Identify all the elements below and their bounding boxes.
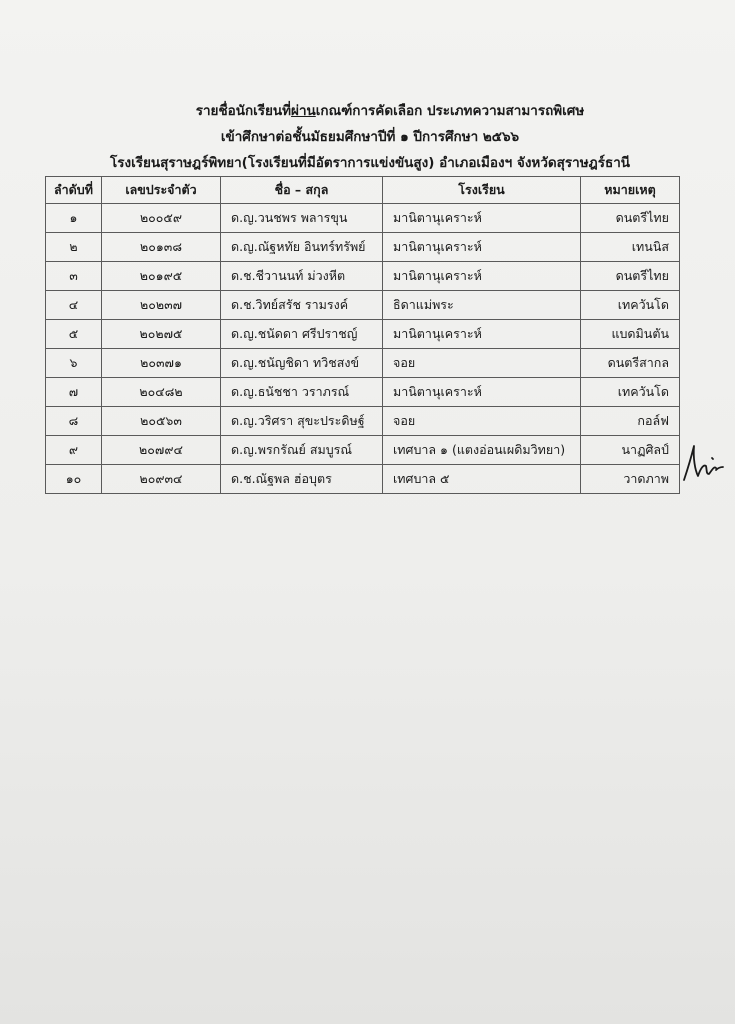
cell-name: ด.ญ.ชนัดดา ศรีปราชญ์ [221, 320, 383, 349]
cell-school: จอย [383, 349, 581, 378]
cell-school: จอย [383, 407, 581, 436]
handwritten-signature [676, 440, 726, 486]
cell-note: นาฏศิลป์ [581, 436, 680, 465]
cell-id: ๒๐๕๖๓ [102, 407, 221, 436]
header-school: โรงเรียน [383, 177, 581, 204]
heading-line-3: โรงเรียนสุราษฎร์พิทยา(โรงเรียนที่มีอัตราการแข่งขันสูง) อำเภอเมืองฯ จังหวัดสุราษฎร์ธานี [109, 155, 630, 171]
cell-id: ๒๐๐๕๙ [102, 204, 221, 233]
table-row [46, 349, 680, 378]
cell-id: ๒๐๔๘๒ [102, 378, 221, 407]
cell-no: ๖ [46, 349, 102, 378]
cell-school: มานิตานุเคราะห์ [383, 262, 581, 291]
header-name: ชื่อ – สกุล [221, 177, 383, 204]
cell-note: ดนตรีสากล [581, 349, 680, 378]
cell-id: ๒๐๙๓๔ [102, 465, 221, 494]
heading-line-1-underlined: ผ่าน [291, 103, 316, 119]
cell-id: ๒๐๑๙๕ [102, 262, 221, 291]
table-row [46, 204, 680, 233]
cell-name: ด.ญ.ชนัญชิดา ทวิชสงข์ [221, 349, 383, 378]
header-id: เลขประจำตัว [102, 177, 221, 204]
cell-no: ๒ [46, 233, 102, 262]
header-note: หมายเหตุ [581, 177, 680, 204]
cell-id: ๒๐๗๙๔ [102, 436, 221, 465]
cell-note: ดนตรีไทย [581, 204, 680, 233]
table-row [46, 436, 680, 465]
cell-school: มานิตานุเคราะห์ [383, 320, 581, 349]
cell-no: ๑ [46, 204, 102, 233]
table-row [46, 291, 680, 320]
cell-school: มานิตานุเคราะห์ [383, 233, 581, 262]
cell-no: ๕ [46, 320, 102, 349]
cell-note: เทควันโด [581, 291, 680, 320]
cell-note: กอล์ฟ [581, 407, 680, 436]
document-heading [60, 98, 680, 176]
cell-no: ๔ [46, 291, 102, 320]
heading-line-1-prefix: รายชื่อนักเรียนที่ [195, 103, 292, 119]
heading-line-1 [100, 98, 680, 124]
cell-name: ด.ช.วิทย์สรัช รามรงค์ [221, 291, 383, 320]
cell-note: ดนตรีไทย [581, 262, 680, 291]
cell-school: เทศบาล ๕ [383, 465, 581, 494]
cell-note: วาดภาพ [581, 465, 680, 494]
cell-name: ด.ญ.ธนัชชา วราภรณ์ [221, 378, 383, 407]
cell-name: ด.ญ.วนชพร พลารขุน [221, 204, 383, 233]
cell-no: ๓ [46, 262, 102, 291]
cell-id: ๒๐๒๓๗ [102, 291, 221, 320]
table-row [46, 320, 680, 349]
cell-school: มานิตานุเคราะห์ [383, 378, 581, 407]
table-row [46, 378, 680, 407]
cell-no: ๑๐ [46, 465, 102, 494]
table-header-row [46, 177, 680, 204]
header-no: ลำดับที่ [46, 177, 102, 204]
cell-note: เทนนิส [581, 233, 680, 262]
table-row [46, 262, 680, 291]
cell-id: ๒๐๑๓๘ [102, 233, 221, 262]
table-row [46, 465, 680, 494]
cell-id: ๒๐๒๗๕ [102, 320, 221, 349]
cell-school: เทศบาล ๑ (แตงอ่อนเผดิมวิทยา) [383, 436, 581, 465]
cell-name: ด.ญ.วริศรา สุขะประดิษฐ์ [221, 407, 383, 436]
cell-name: ด.ญ.ณัฐหทัย อินทร์ทรัพย์ [221, 233, 383, 262]
cell-id: ๒๐๓๗๑ [102, 349, 221, 378]
student-roster-table [45, 176, 680, 494]
cell-school: มานิตานุเคราะห์ [383, 204, 581, 233]
cell-no: ๘ [46, 407, 102, 436]
heading-line-2: เข้าศึกษาต่อชั้นมัธยมศึกษาปีที่ ๑ ปีการศึกษา ๒๕๖๖ [220, 129, 520, 145]
cell-note: เทควันโด [581, 378, 680, 407]
table-row [46, 233, 680, 262]
cell-no: ๙ [46, 436, 102, 465]
cell-note: แบดมินตัน [581, 320, 680, 349]
cell-name: ด.ช.ชีวานนท์ ม่วงหีต [221, 262, 383, 291]
cell-name: ด.ช.ณัฐพล ฮ่อบุตร [221, 465, 383, 494]
cell-no: ๗ [46, 378, 102, 407]
cell-school: ธิดาแม่พระ [383, 291, 581, 320]
table-row [46, 407, 680, 436]
heading-line-1-suffix: เกณฑ์การคัดเลือก ประเภทความสามารถพิเศษ [315, 103, 585, 119]
cell-name: ด.ญ.พรกรัณย์ สมบูรณ์ [221, 436, 383, 465]
